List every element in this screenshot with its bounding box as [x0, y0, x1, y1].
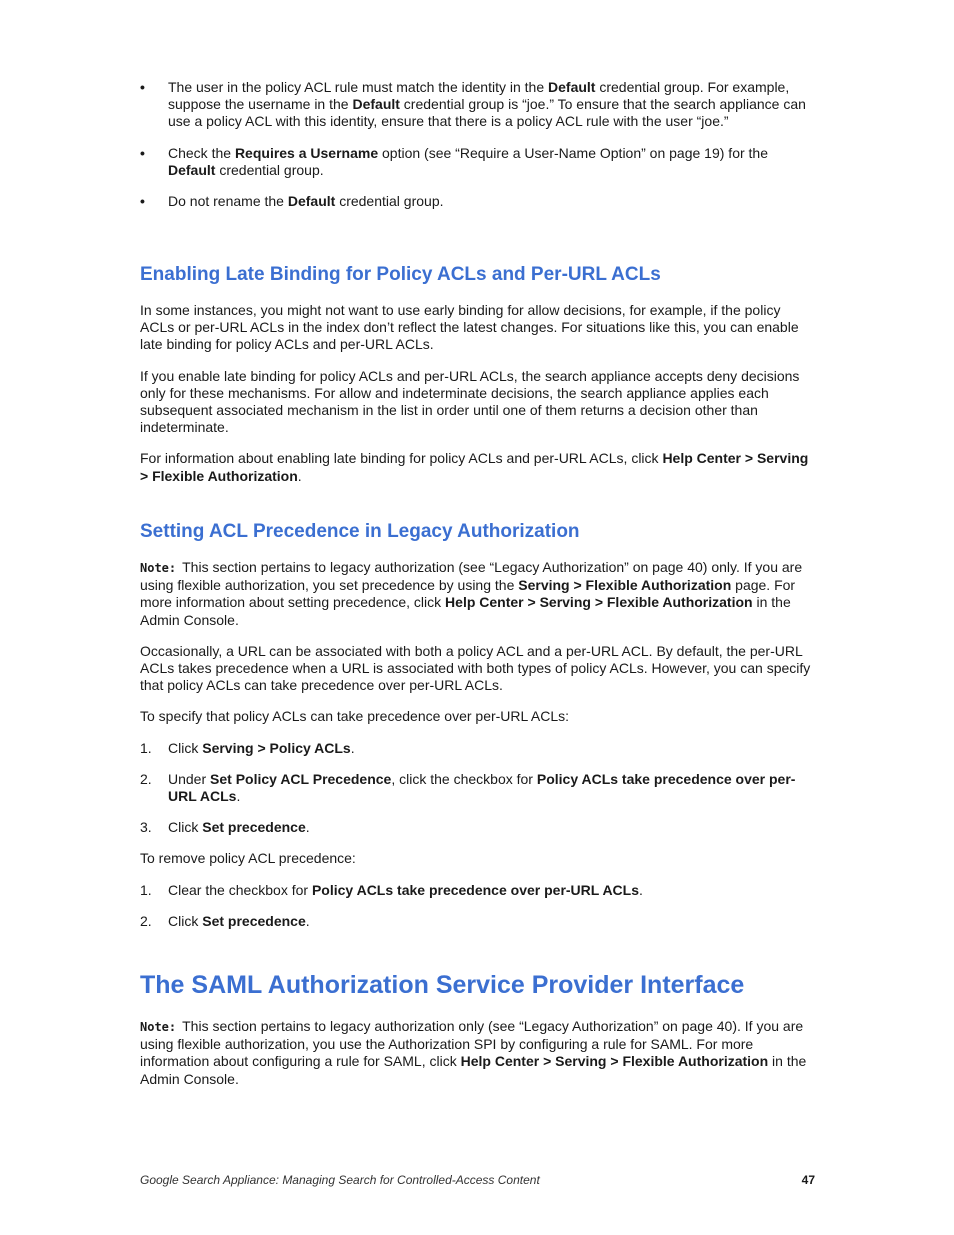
paragraph: To specify that policy ACLs can take precedence over per-URL ACLs:: [140, 708, 570, 725]
section-acl-precedence-body: [140, 559, 815, 944]
note-paragraph: Note: This section pertains to legacy authorization only (see “Legacy Authorization” on page 40). If you are using flexible authorization, you use the Authorization SPI by configuring a rule for SAML. For more information about configuring a rule for SAML, click Help Center > Serving > Flexible Authorization in the Admin Console.: [140, 1018, 807, 1087]
section-heading-saml: The SAML Authorization Service Provider Interface: [140, 971, 745, 999]
bullet-dot-icon: •: [140, 144, 145, 161]
bullet-item: • Check the Requires a Username option (see “Require a User-Name Option” on page 19) for the Default credential group.: [140, 144, 768, 178]
bullet-dot-icon: •: [140, 79, 145, 95]
bullet-dot-icon: •: [140, 193, 145, 210]
paragraph: To remove policy ACL precedence:: [140, 850, 356, 867]
step-item: 2. Under Set Policy ACL Precedence, click the checkbox for Policy ACLs take precedence over per-URL ACLs.: [140, 770, 796, 805]
page-number: 47: [801, 1173, 815, 1187]
footer-title: Google Search Appliance: Managing Search for Controlled-Access Content: [140, 1173, 540, 1187]
step-item: 1. Clear the checkbox for Policy ACLs take precedence over per-URL ACLs.: [140, 881, 643, 898]
bullet-item: • Do not rename the Default credential group.: [140, 193, 444, 210]
note-label: Note:: [140, 561, 177, 575]
section-saml-body: [140, 1018, 815, 1102]
help-center-path: Help Center > Serving > Flexible Authorization: [140, 450, 809, 484]
bullet-list: [140, 79, 815, 224]
paragraph: If you enable late binding for policy ACLs and per-URL ACLs, the search appliance accepts deny decisions only for these mechanisms. For allow and indeterminate decisions, the search appliance applies each subsequent associated mechanism in the list in order until one of them returns a decision other than indeterminate.: [140, 367, 800, 436]
note-paragraph: Note: This section pertains to legacy authorization (see “Legacy Authorization” on page 40) only. If you are using flexible authorization, you set precedence by using the Serving > Flexible Authorization page. For more information about setting precedence, click Help Center > Serving > Flexible Authorization in the Admin Console.: [140, 559, 803, 628]
paragraph: For information about enabling late binding for policy ACLs and per-URL ACLs, click Help Center > Serving > Flexible Authorization.: [140, 450, 809, 484]
paragraph: In some instances, you might not want to use early binding for allow decisions, for example, if the policy ACLs or per-URL ACLs in the index don’t reflect the latest changes. For situations like this, you can enable late binding for policy ACLs and per-URL ACLs.: [140, 302, 799, 353]
step-item: 1. Click Serving > Policy ACLs.: [140, 739, 355, 756]
bullet-item: • The user in the policy ACL rule must match the identity in the Default credential group. For example, suppose the username in the Default credential group is “joe.” To ensure that the search appliance can use a policy ACL with this identity, ensure that there is a policy ACL rule with the user “joe.”: [140, 79, 806, 130]
note-label: Note:: [140, 1020, 177, 1034]
section-heading-acl-precedence: Setting ACL Precedence in Legacy Authorization: [140, 521, 580, 542]
section-late-binding-body: [140, 302, 815, 499]
paragraph: Occasionally, a URL can be associated with both a policy ACL and a per-URL ACL. By default, the per-URL ACLs takes precedence when a URL is associated with both types of policy ACLs. However, you can specify that policy ACLs can take precedence over per-URL ACLs.: [140, 642, 811, 694]
step-item: 2. Click Set precedence.: [140, 912, 310, 929]
page-footer: [140, 1173, 815, 1187]
section-heading-late-binding: Enabling Late Binding for Policy ACLs and Per-URL ACLs: [140, 264, 661, 285]
step-item: 3. Click Set precedence.: [140, 819, 310, 836]
